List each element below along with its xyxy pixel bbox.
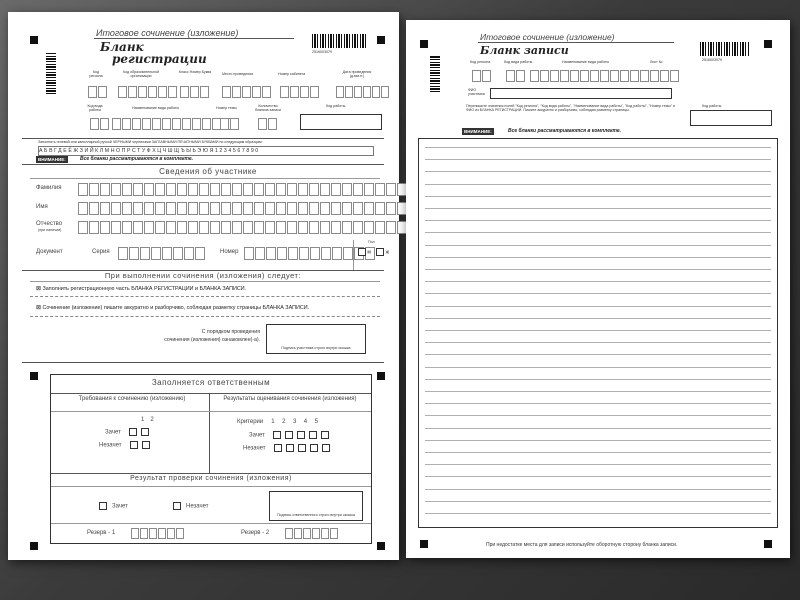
writing-line — [425, 208, 771, 209]
divider — [22, 138, 384, 139]
reserve-2-cells[interactable] — [285, 528, 338, 539]
divider — [51, 486, 371, 487]
attention-badge: ВНИМАНИЕ: — [38, 157, 66, 162]
writing-line — [425, 196, 771, 197]
sheets-count-cells[interactable] — [258, 118, 277, 130]
check-pass-option — [99, 502, 128, 510]
date-cells[interactable] — [336, 86, 389, 98]
crit-pass-checkbox-4[interactable] — [309, 431, 317, 439]
org-cells[interactable] — [118, 86, 177, 98]
topic-number-cells[interactable] — [220, 118, 239, 130]
dashed-divider — [30, 296, 380, 297]
writing-line — [425, 501, 771, 502]
writing-line — [425, 379, 771, 380]
check-fail-label: Незачет — [186, 503, 209, 510]
check-pass-checkbox[interactable] — [99, 502, 107, 510]
sex-divider — [353, 240, 354, 270]
writing-line — [425, 428, 771, 429]
req-pass-label: Зачет — [105, 429, 121, 436]
crit-fail-checkbox-3[interactable] — [298, 444, 306, 452]
sex-m-checkbox[interactable] — [358, 248, 366, 256]
corner-marker — [30, 36, 38, 44]
writing-line — [425, 257, 771, 258]
rule-1-text: Заполнить регистрационную часть БЛАНКА РЕГИСТРАЦИИ и БЛАНКА ЗАПИСИ. — [42, 286, 247, 292]
divider — [22, 362, 384, 363]
writing-label-sheet-no: Лист № — [650, 60, 663, 64]
crit-fail-checkbox-5[interactable] — [322, 444, 330, 452]
crit-fail-checkbox-1[interactable] — [274, 444, 282, 452]
section-underline — [30, 281, 380, 282]
writing-sheet-no-cells[interactable] — [650, 70, 679, 82]
criteria-row — [237, 419, 325, 425]
title-underline — [478, 42, 674, 43]
number-label: Номер — [220, 249, 239, 255]
writing-form-title: Итоговое сочинение (изложение) — [480, 32, 615, 42]
dashed-divider — [30, 316, 380, 317]
section-underline — [30, 178, 380, 179]
writing-barcode-number: 2516003079 — [702, 58, 722, 62]
writing-label-work-name: Наименование вида работы — [562, 60, 610, 64]
writing-line — [425, 269, 771, 270]
writing-line — [425, 293, 771, 294]
criterion-2: 2 — [282, 419, 293, 425]
blank-title-line2: регистрации — [112, 52, 207, 66]
check-fail-checkbox[interactable] — [173, 502, 181, 510]
procedure-line-2: сочинения (изложения) ознакомлен(-а). — [164, 337, 260, 343]
registration-form-sheet — [8, 12, 399, 560]
work-type-name-cells[interactable] — [112, 118, 231, 130]
criterion-1: 1 — [271, 419, 283, 425]
criterion-4: 4 — [303, 419, 315, 425]
title-underline — [94, 38, 294, 39]
req-fail-checkbox-2[interactable] — [142, 441, 150, 449]
surname-cells[interactable] — [78, 183, 418, 196]
writing-line — [425, 403, 771, 404]
writing-line — [425, 330, 771, 331]
writing-blank-title: Бланк записи — [480, 44, 569, 57]
requirements-title: Требования к сочинению (изложению) — [78, 396, 186, 402]
writing-work-name-cells[interactable] — [530, 70, 649, 82]
vertical-divider — [209, 393, 210, 473]
criteria-label: Критерии — [237, 419, 264, 425]
req-pass-row — [105, 428, 149, 436]
writing-attention-badge: ВНИМАНИЕ: — [464, 129, 492, 134]
corner-marker — [764, 540, 772, 548]
check-fail-option — [173, 502, 209, 510]
sex-m-label: м — [367, 249, 371, 256]
document-label: Документ — [36, 249, 63, 255]
barcode — [312, 34, 366, 48]
writing-line — [425, 147, 771, 148]
results-title: Результаты оценивания сочинения (изложения) — [223, 396, 357, 402]
writing-form-sheet — [406, 20, 790, 558]
crit-pass-row — [249, 431, 329, 439]
writing-line — [425, 171, 771, 172]
instruction-text: Заполнять гелевой или капиллярной ручкой ЧЕРНЫМИ чернилами ЗАГЛАВНЫМИ ПЕЧАТНЫМИ БУКВАМИ по следующим образцам: — [38, 140, 263, 144]
rule-1: ⊠ Заполнить регистрационную часть БЛАНКА РЕГИСТРАЦИИ и БЛАНКА ЗАПИСИ. — [36, 286, 247, 292]
corner-marker — [30, 372, 38, 380]
writing-barcode — [700, 42, 750, 56]
req-fail-label: Незачет — [99, 442, 122, 449]
responsible-section — [50, 374, 372, 544]
corner-marker — [420, 540, 428, 548]
writing-line — [425, 476, 771, 477]
surname-label: Фамилия — [36, 185, 62, 191]
corner-marker — [377, 372, 385, 380]
writing-line — [425, 367, 771, 368]
req-fail-checkbox-1[interactable] — [130, 441, 138, 449]
responsible-title: Заполняется ответственным — [151, 378, 271, 387]
series-label: Серия — [92, 249, 110, 255]
crit-fail-checkbox-2[interactable] — [286, 444, 294, 452]
field-label-work-type-name: Наименование вида работы — [132, 106, 180, 110]
writing-line — [425, 220, 771, 221]
field-label-sheets-count: Количество бланков записи — [255, 104, 281, 112]
reserve-2-label: Резерв - 2 — [241, 530, 270, 536]
work-type-code-cells[interactable] — [90, 118, 109, 130]
participant-signature-caption: Подпись участника строго внутри окошка — [281, 346, 351, 350]
writing-area[interactable] — [418, 138, 778, 528]
sex-f-checkbox[interactable] — [376, 248, 384, 256]
check-pass-label: Зачет — [112, 503, 128, 510]
expert-signature-caption: Подпись ответственного строго внутри окошка — [277, 513, 355, 517]
writing-region-cells[interactable] — [472, 70, 491, 82]
patronymic-note: (при наличии) — [38, 228, 62, 232]
divider — [51, 473, 371, 474]
divider — [22, 164, 384, 165]
writing-line — [425, 452, 771, 453]
region-cells[interactable] — [88, 86, 107, 98]
fio-box[interactable] — [490, 88, 672, 99]
corner-marker — [377, 542, 385, 550]
writing-line — [425, 440, 771, 441]
writing-line — [425, 184, 771, 185]
field-label-region: Код региона — [89, 70, 103, 78]
writing-work-code-label: Код работы — [702, 104, 722, 108]
expert-signature-box[interactable] — [269, 491, 363, 521]
check-result-title: Результат проверки сочинения (изложения) — [130, 475, 292, 482]
blank-title-line1: Бланк — [100, 40, 144, 54]
corner-marker — [764, 40, 772, 48]
criterion-5: 5 — [314, 419, 326, 425]
barcode-number: 2516003079 — [312, 50, 332, 54]
rules-title: При выполнении сочинения (изложения) следует: — [104, 271, 302, 280]
req-pass-checkbox-1[interactable] — [129, 428, 137, 436]
field-label-work-type-code: Код вида работы — [87, 104, 103, 112]
writing-line — [425, 281, 771, 282]
crit-pass-checkbox-1[interactable] — [273, 431, 281, 439]
rule-2: ⊠ Сочинение (изложение) пишите аккуратно и разборчиво, соблюдая разметку страницы БЛАНКА ЗАПИСИ. — [36, 305, 310, 311]
name-label: Имя — [36, 204, 48, 210]
writing-attention-text: Все бланки рассматриваются в комплекте. — [508, 128, 622, 134]
corner-marker — [30, 542, 38, 550]
field-label-work-code: Код работы — [326, 104, 346, 108]
divider — [51, 411, 371, 412]
field-label-room: Номер кабинета — [278, 72, 306, 76]
rule-2-text: Сочинение (изложение) пишите аккуратно и разборчиво, соблюдая разметку страницы БЛАНКА ЗАПИСИ. — [42, 305, 310, 311]
crit-fail-row — [243, 444, 330, 452]
req-column-1: 1 — [141, 417, 151, 423]
sample-letters: АБВГДЕЁЖЗИЙКЛМНОПРСТУФХЦЧШЩЪЫЬЭЮЯ1234567890 — [38, 146, 374, 156]
writing-footer-note: При недостатке места для записи используйте оборотную сторону бланка записи. — [486, 542, 678, 548]
procedure-line-1: С порядком проведения — [201, 329, 260, 335]
criterion-3: 3 — [292, 419, 304, 425]
sex-f-label: ж — [385, 249, 389, 256]
procedure-statement — [148, 328, 260, 344]
place-cells[interactable] — [222, 86, 271, 98]
work-code-box[interactable] — [300, 114, 382, 130]
req-column-numbers — [141, 417, 160, 423]
writing-line — [425, 245, 771, 246]
req-fail-row — [99, 441, 150, 449]
writing-label-region: Код региона — [470, 60, 491, 64]
writing-line — [425, 306, 771, 307]
class-cells[interactable] — [180, 86, 209, 98]
attention-text: Все бланки рассматриваются в комплекте. — [80, 156, 194, 162]
room-cells[interactable] — [280, 86, 319, 98]
criteria-numbers — [271, 419, 325, 425]
participant-signature-box[interactable] — [266, 324, 366, 354]
crit-pass-checkbox-2[interactable] — [285, 431, 293, 439]
patronymic-label: Отчество — [36, 221, 63, 227]
series-cells[interactable] — [118, 247, 205, 260]
patronymic-cells[interactable] — [78, 221, 418, 234]
field-label-date: Дата проведения (д.мм.гг.) — [342, 70, 372, 78]
field-label-topic-number: Номер темы — [216, 106, 237, 110]
reserve-1-label: Резерв - 1 — [87, 530, 116, 536]
crit-fail-label: Незачет — [243, 445, 266, 452]
writing-line — [425, 391, 771, 392]
field-label-org: Код образовательной организации — [123, 70, 159, 78]
fio-label: ФИО участника — [468, 88, 485, 96]
crit-pass-checkbox-3[interactable] — [297, 431, 305, 439]
name-cells[interactable] — [78, 202, 418, 215]
writing-line — [425, 342, 771, 343]
sex-label: Пол — [368, 240, 375, 244]
crit-pass-label: Зачет — [249, 432, 265, 439]
corner-marker — [420, 40, 428, 48]
form-title: Итоговое сочинение (изложение) — [96, 28, 239, 38]
writing-line — [425, 489, 771, 490]
writing-line — [425, 464, 771, 465]
writing-note: Перепишите значения полей "Код региона", "Код вида работы", "Наименование вида работы", "Код работы", "Номер темы" и ФИО из БЛАНКА РЕГИСТРАЦИИ. Пишите аккуратно и разборчиво, соблюдая разметку страницы. — [466, 104, 675, 112]
vertical-barcode — [46, 52, 56, 94]
crit-pass-checkbox-5[interactable] — [321, 431, 329, 439]
divider — [51, 523, 371, 524]
writing-line — [425, 159, 771, 160]
writing-work-type-cells[interactable] — [506, 70, 525, 82]
participant-section-title: Сведения об участнике — [159, 167, 257, 176]
writing-line — [425, 513, 771, 514]
sex-options — [358, 248, 389, 256]
writing-line — [425, 354, 771, 355]
field-label-class: Класс Номер Буква — [178, 70, 212, 74]
req-column-2: 2 — [150, 417, 160, 423]
divider — [51, 393, 371, 394]
corner-marker — [377, 36, 385, 44]
writing-line — [425, 318, 771, 319]
writing-work-code-box[interactable] — [690, 110, 772, 126]
number-cells[interactable] — [244, 247, 375, 260]
writing-line — [425, 232, 771, 233]
writing-line — [425, 415, 771, 416]
writing-label-work-type: Код вида работы — [504, 60, 533, 64]
reserve-1-cells[interactable] — [131, 528, 184, 539]
field-label-place: Место проведения — [222, 72, 254, 76]
writing-vertical-barcode — [430, 56, 440, 92]
req-pass-checkbox-2[interactable] — [141, 428, 149, 436]
crit-fail-checkbox-4[interactable] — [310, 444, 318, 452]
